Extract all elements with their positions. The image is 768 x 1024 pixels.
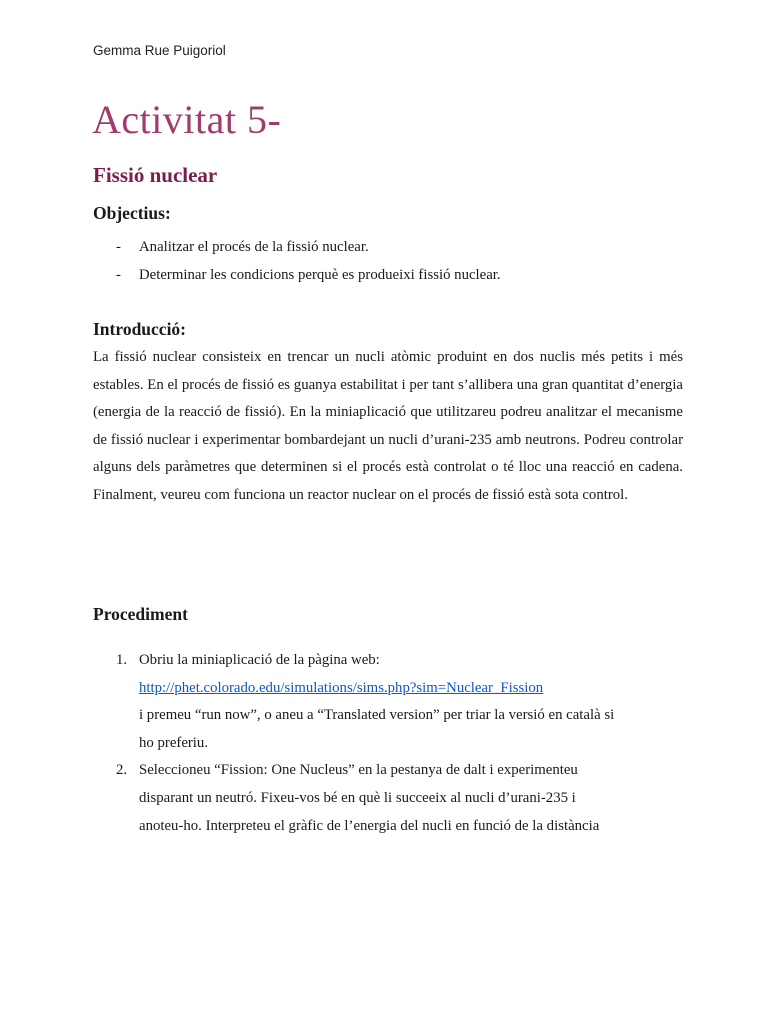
list-item (93, 233, 693, 261)
objectives-heading: Objectius: (93, 203, 171, 223)
step-text: i premeu “run now”, o aneu a “Translated version” per triar la versió en català si (139, 707, 615, 724)
list-item (93, 647, 683, 757)
list-item (93, 757, 683, 840)
procedure-steps (93, 647, 683, 840)
objective-text: Analitzar el procés de la fissió nuclear. (139, 239, 369, 255)
introduction-heading: Introducció: (93, 319, 187, 339)
step-text: Obriu la miniaplicació de la pàgina web: (139, 652, 380, 668)
bullet-dash: - (116, 239, 121, 255)
introduction-paragraph: La fissió nuclear consisteix en trencar un nucli atòmic produint en dos nuclis més petits i més estables. En el procés de fissió es guanya estabilitat i per tant s’allibera una gran quantitat d’energia (energia de la reacció de fissió). En la miniaplicació que utilitzareu podreu analitzar el mecanisme de fissió nuclear i experimentar bombardejant un nucli d’urani-235 amb neutrons. Podreu controlar alguns dels paràmetres que determinen si el procés està controlat o té lloc una reacció en cadena. Finalment, veureu com funciona un reactor nuclear on el procés de fissió està sota control. (93, 349, 683, 503)
step-number: 2. (116, 762, 128, 779)
step-text: disparant un neutró. Fixeu-vos bé en què li succeeix al nucli d’urani-235 i (139, 789, 576, 806)
step-link-line (139, 675, 683, 703)
step-text: anoteu-ho. Interpreteu el gràfic de l’energia del nucli en funció de la distància (139, 817, 600, 834)
step-text: ho preferiu. (139, 734, 209, 751)
step-text: Seleccioneu “Fission: One Nucleus” en la pestanya de dalt i experimenteu (139, 762, 578, 779)
author-name: Gemma Rue Puigoriol (93, 43, 226, 58)
page-subtitle: Fissió nuclear (93, 163, 218, 187)
bullet-dash: - (116, 267, 121, 283)
page-title: Activitat 5- (92, 97, 282, 142)
procedure-heading: Procediment (93, 604, 188, 624)
list-item (93, 261, 693, 289)
phet-simulation-link[interactable]: http://phet.colorado.edu/simulations/sims.php?sim=Nuclear_Fission (139, 679, 544, 696)
objectives-list (93, 233, 693, 289)
step-number: 1. (116, 652, 128, 668)
objective-text: Determinar les condicions perquè es produeixi fissió nuclear. (139, 267, 501, 283)
